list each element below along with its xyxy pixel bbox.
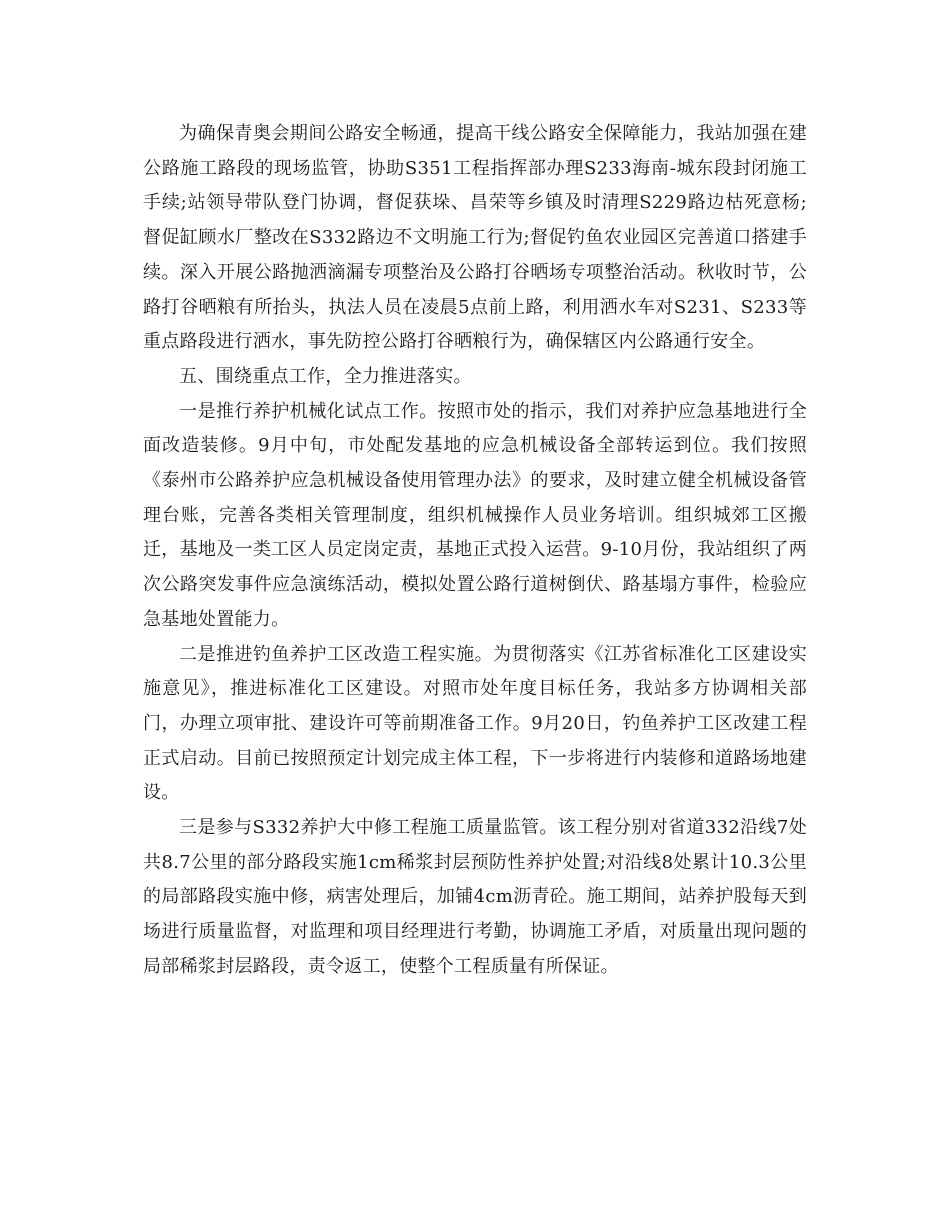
document-body — [143, 117, 807, 985]
paragraph-work-area-renovation: 二是推进钓鱼养护工区改造工程实施。为贯彻落实《江苏省标准化工区建设实施意见》，推进标准化工区建设。对照市处年度目标任务，我站多方协调相关部门，办理立项审批、建设许可等前期准备工作。9月20日，钓鱼养护工区改建工程正式启动。目前已按照预定计划完成主体工程，下一步将进行内装修和道路场地建设。 — [143, 643, 807, 804]
paragraph-mechanization-pilot: 一是推行养护机械化试点工作。按照市处的指示，我们对养护应急基地进行全面改造装修。9月中旬，市处配发基地的应急机械设备全部转运到位。我们按照《泰州市公路养护应急机械设备使用管理办法》的要求，及时建立健全机械设备管理台账，完善各类相关管理制度，组织机械操作人员业务培训。组织城郊工区搬迁，基地及一类工区人员定岗定责，基地正式投入运营。9-10月份，我站组织了两次公路突发事件应急演练活动，模拟处置公路行道树倒伏、路基塌方事件，检验应急基地处置能力。 — [143, 400, 807, 630]
section-heading-five: 五、围绕重点工作，全力推进落实。 — [179, 365, 472, 387]
paragraph-road-safety: 为确保青奥会期间公路安全畅通，提高干线公路安全保障能力，我站加强在建公路施工路段的现场监管，协助S351工程指挥部办理S233海南-城东段封闭施工手续;站领导带队登门协调，督促获垛、昌荣等乡镇及时清理S229路边枯死意杨;督促缸顾水厂整改在S332路边不文明施工行为;督促钓鱼农业园区完善道口搭建手续。深入开展公路抛洒滴漏专项整治及公路打谷晒场专项整治活动。秋收时节，公路打谷晒粮有所抬头，执法人员在凌晨5点前上路，利用洒水车对S231、S233等重点路段进行洒水，事先防控公路打谷晒粮行为，确保辖区内公路通行安全。 — [143, 123, 807, 353]
paragraph-quality-supervision: 三是参与S332养护大中修工程施工质量监管。该工程分别对省道332沿线7处共8.7公里的部分路段实施1cm稀浆封层预防性养护处置;对沿线8处累计10.3公里的局部路段实施中修，病害处理后，加铺4cm沥青砼。施工期间，站养护股每天到场进行质量监督，对监理和项目经理进行考勤，协调施工矛盾，对质量出现问题的局部稀浆封层路段，责令返工，使整个工程质量有所保证。 — [143, 817, 807, 977]
